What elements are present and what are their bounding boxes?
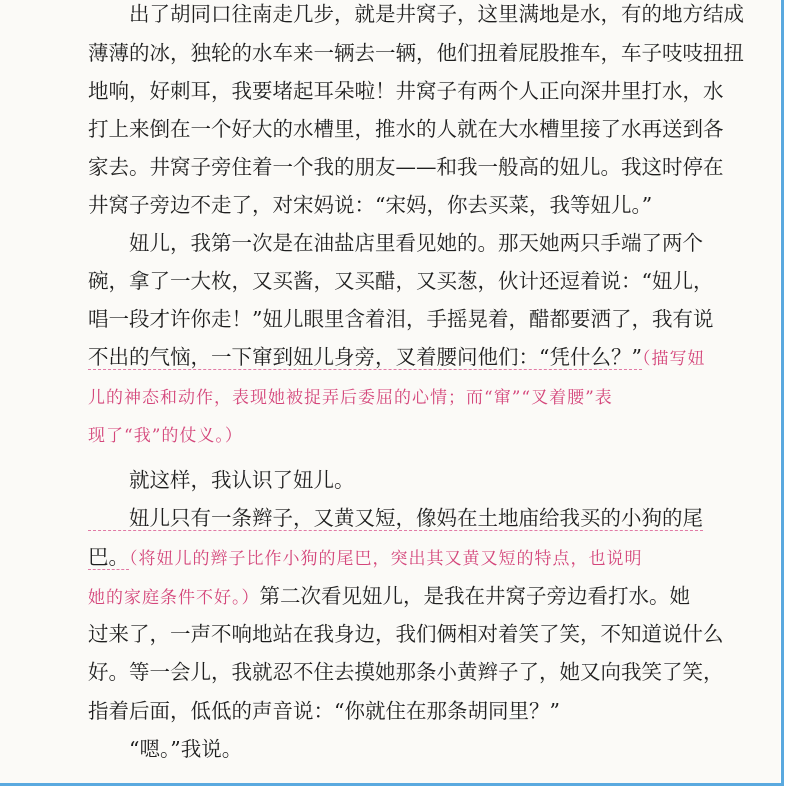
- text-line: 过来了，一声不响地站在我身边，我们俩相对着笑了笑，不知道说什么: [88, 622, 724, 646]
- text-line: 好。等一会儿，我就忍不住去摸她那条小黄辫子了，她又向我笑了笑，: [88, 660, 724, 684]
- underlined-text: 不出的气恼，一下窜到妞儿身旁，叉着腰问他们：“凭什么？”: [88, 345, 642, 369]
- annotation-note: （将妞儿的辫子比作小狗的尾巴，突出其又黄又短的特点，也说明: [129, 549, 643, 569]
- annotation-note: 现了“我”的仗义。）: [88, 426, 243, 446]
- annotation-line: [88, 414, 243, 454]
- text-line: [88, 498, 703, 538]
- text-line: 碗，拿了一大枚，又买酱，又买醋，又买葱，伙计还逗着说：“妞儿，: [88, 269, 714, 293]
- text-line: 地响，好刺耳，我要堵起耳朵啦！井窝子有两个人正向深井里打水，水: [88, 79, 724, 103]
- text-line: 出了胡同口往南走几步，就是井窝子，这里满地是水，有的地方结成: [88, 2, 744, 26]
- text-line: 就这样，我认识了妞儿。: [88, 468, 355, 492]
- page-edge-bottom: [0, 783, 784, 786]
- text-line: [88, 337, 705, 377]
- page-edge-right: [781, 0, 784, 786]
- text-line: 她的家庭条件不好。）第二次看见妞儿，是我在井窝子旁边看打水。她: [88, 584, 690, 608]
- annotation-note: 儿的神态和动作，表现她被捉弄后委屈的心情；而“窜”“叉着腰”表: [88, 388, 613, 408]
- text-line: 指着后面，低低的声音说：“你就住在那条胡同里？”: [88, 699, 560, 723]
- annotation-note: （描写妞: [641, 349, 706, 369]
- underlined-text: 妞儿只有一条辫子，又黄又短，像妈在土地庙给我买的小狗的尾: [88, 506, 703, 530]
- text-line: 唱一段才许你走！”妞儿眼里含着泪，手摇晃着，醋都要洒了，我有说: [88, 307, 714, 331]
- text-line: 井窝子旁边不走了，对宋妈说：“宋妈，你去买菜，我等妞儿。”: [88, 193, 653, 217]
- text-line: 家去。井窝子旁住着一个我的朋友——和我一般高的妞儿。我这时停在: [88, 155, 724, 179]
- text-line: “嗯。”我说。: [88, 737, 243, 761]
- annotation-line: [88, 376, 613, 416]
- text-line: 妞儿，我第一次是在油盐店里看见她的。那天她两只手端了两个: [88, 231, 703, 255]
- text-line: 打上来倒在一个好大的水槽里，推水的人就在大水槽里接了水再送到各: [88, 117, 724, 141]
- text-line: 薄薄的冰，独轮的水车来一辆去一辆，他们扭着屁股推车，车子吱吱扭扭: [88, 41, 744, 65]
- underlined-text: 巴。: [88, 545, 129, 569]
- annotation-note: 她的家庭条件不好。）: [88, 588, 260, 608]
- text-line: [88, 537, 643, 577]
